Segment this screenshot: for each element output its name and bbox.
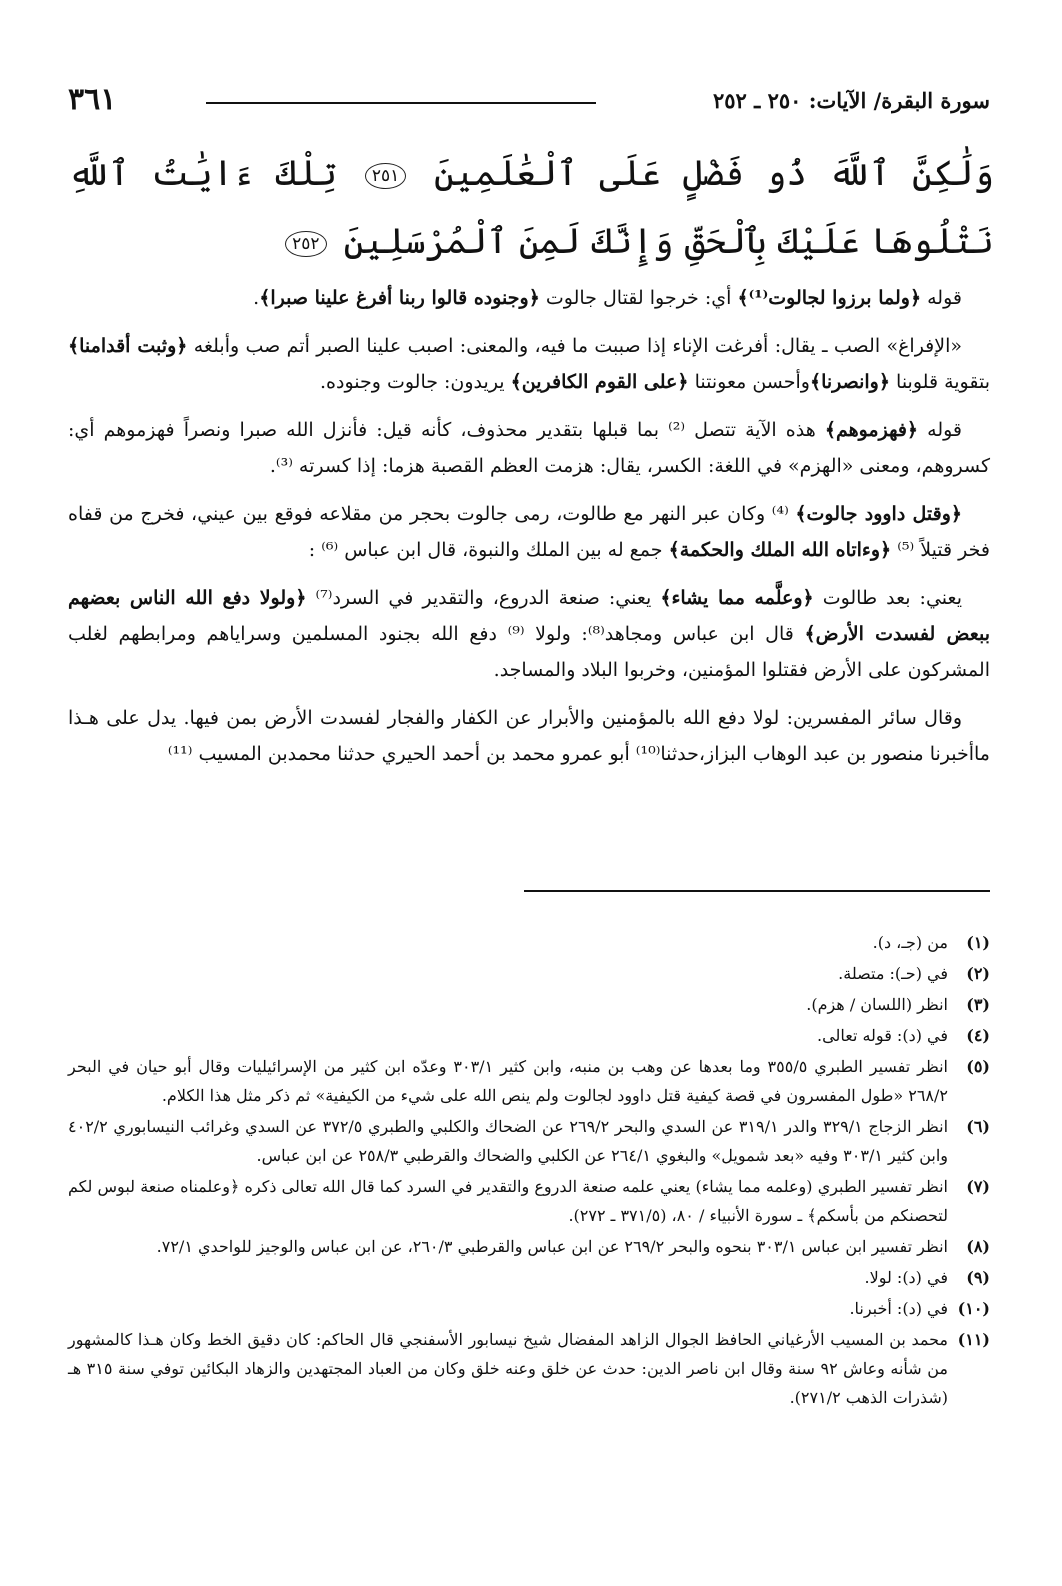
footnote-text: في (د): قوله تعالى.	[817, 1026, 948, 1045]
footnote	[68, 1232, 990, 1261]
footnotes	[68, 928, 990, 1414]
footnote-number: (٧)	[966, 1177, 990, 1196]
text-run: قوله	[927, 287, 962, 309]
text-run: يريدون: جالوت وجنوده.	[320, 371, 505, 393]
footnote	[68, 1021, 990, 1050]
text-run: ⁽⁴⁾ وكان عبر النهر مع طالوت، رمى جالوت بحجر من مقلاعه فوقع بين عيني، فخرج من قفاه فخر قتيلاً ⁽⁵⁾	[68, 503, 990, 561]
paragraph-6: وقال سائر المفسرين: لولا دفع الله بالمؤمنين والأبرار عن الكفار والفجار لفسدت الأرض بمن فيها. يدل على هـذا ماأخبرنا منصور بن عبد الوهاب البزاز،حدثنا⁽¹⁰⁾ أبو عمرو محمد بن أحمد الحيري حدثنا محمدبن المسيب ⁽¹¹⁾	[68, 707, 990, 765]
footnote-text: انظر تفسير الطبري ٣٥٥/٥ وما بعدها عن وهب بن منبه، وابن كثير ٣٠٣/١ وعدّه ابن كثير من الإسرائيليات وقال أبو حيان في البحر ٢٦٨/٢ «طول المفسرون في قصة كيفية قتل داوود لجالوت ولم ينص الله على شيء من الكيفية» ثم ذكر مثل هذا الكلام.	[68, 1057, 949, 1105]
quote-run: ﴿فهزموهم﴾	[824, 419, 919, 441]
quote-run: ﴿وجنوده قالوا ربنا أفرغ علينا صبرا﴾	[259, 287, 540, 309]
footnote	[68, 1112, 990, 1170]
text-run: قوله	[927, 419, 963, 441]
footnote	[68, 1325, 990, 1412]
quran-verses	[68, 140, 994, 276]
page-header	[68, 82, 990, 122]
footnote-text: انظر تفسير ابن عباس ٣٠٣/١ بنحوه والبحر ٢٦٩/٢ عن ابن عباس والقرطبي ٢٦٠/٣، عن ابن عباس والوجيز للواحدي ٧٢/١.	[156, 1237, 948, 1256]
footnote-text: في (د): أخبرنا.	[849, 1299, 948, 1318]
ayah-marker-251: ٢٥١	[365, 163, 406, 189]
footnote-number: (٣)	[966, 995, 990, 1014]
footnote-number: (٩)	[966, 1268, 990, 1287]
text-run: فهزموهم أي: كسروهم، ومعنى «الهزم» في اللغة: الكسر، يقال: هزمت العظم القصبة هزما: إذا كسرته ⁽³⁾.	[68, 419, 990, 477]
footnote-text: في (حـ): متصلة.	[838, 964, 948, 983]
quote-run: ﴿ولولا دفع الله الناس بعضهم ببعض لفسدت الأرض﴾	[68, 587, 990, 645]
quote-run: ﴿وانصرنا﴾	[809, 371, 890, 393]
text-run: قال ابن عباس ومجاهد⁽⁸⁾: ولولا ⁽⁹⁾ دفع الله بجنود المسلمين وسراياهم ومرابطهم لغلب المشركون على الأرض فقتلوا المؤمنين، وخربوا البلاد والمساجد.	[68, 623, 990, 681]
paragraph-5	[68, 580, 990, 688]
footnote	[68, 959, 990, 988]
quote-run: ﴿وعلَّمه مما يشاء﴾	[660, 587, 814, 609]
footnote	[68, 1052, 990, 1110]
text-run: جمع له بين الملك والنبوة، قال ابن عباس ⁽⁶⁾ :	[308, 539, 663, 561]
footnote	[68, 1294, 990, 1323]
text-run: «الإفراغ» الصب ـ يقال: أفرغت الإناء إذا صببت ما فيه، والمعنى: اصبب علينا الصبر أتم صب وأبلغه	[193, 335, 963, 357]
quote-run: ﴿على القوم الكافرين﴾	[510, 371, 689, 393]
footnote-number: (٨)	[966, 1237, 990, 1256]
page-number: ٣٦١	[68, 82, 117, 117]
footnote-text: انظر (اللسان / هزم).	[806, 995, 948, 1014]
footnote-number: (٦)	[966, 1117, 990, 1136]
paragraph-3	[68, 412, 990, 484]
footnote-text: انظر تفسير الطبري (وعلمه مما يشاء) يعني علمه صنعة الدروع والتقدير في السرد كما قال الله تعالى ذكره ﴿وعلمناه صنعة لبوس لكم لتحصنكم من بأسكم﴾ ـ سورة الأنبياء / ٨٠، (٣٧١/٥ ـ ٢٧٢).	[68, 1177, 948, 1225]
text-run: .	[253, 287, 260, 309]
footnote	[68, 928, 990, 957]
verse-text-252: تِلْكَ ءَايَٰتُ ٱللَّهِ نَتْلُوهَا عَلَيْكَ بِٱلْحَقِّ وَإِنَّكَ لَمِنَ ٱلْمُرْسَلِينَ	[68, 154, 994, 262]
verse-text-251: وَلَٰكِنَّ ٱللَّهَ ذُو فَضْلٍ عَلَى ٱلْعَٰلَمِينَ	[434, 154, 994, 194]
paragraph-2	[68, 328, 990, 400]
header-rule	[206, 102, 596, 104]
text-run: يعني: بعد طالوت	[822, 587, 962, 609]
footnote-number: (١١)	[957, 1330, 990, 1349]
footnote-number: (٢)	[966, 964, 990, 983]
quote-run: ﴿وقتل داوود جالوت﴾	[795, 503, 963, 525]
text-run: يعني: صنعة الدروع، والتقدير في السرد⁽⁷⁾	[315, 587, 652, 609]
text-run: بتقوية قلوبنا	[896, 371, 990, 393]
paragraph-1	[68, 280, 990, 316]
quote-run: ﴿وثبت أقدامنا﴾	[68, 335, 188, 357]
footnote	[68, 1263, 990, 1292]
footnote-separator	[524, 890, 990, 892]
footnote-text: من (جـ، د).	[872, 933, 948, 952]
footnote-number: (٥)	[966, 1057, 990, 1076]
text-run: أي: خرجوا لقتال جالوت	[545, 287, 732, 309]
footnote-text: انظر الزجاج ٣٢٩/١ والدر ٣١٩/١ عن السدي والبحر ٢٦٩/٢ عن الضحاك والكلبي والطبري ٣٧٢/٥ عن السدي وغرائب النيسابوري ٤٠٢/٢ وابن كثير ٣٠٣/١ وفيه «بعد شمويل» والبغوي ٢٦٤/١ عن الكلبي والضحاك والقرطبي ٢٥٨/٣ عن ابن عباس.	[68, 1117, 949, 1165]
footnote-number: (١٠)	[957, 1299, 990, 1318]
footnote-text: محمد بن المسيب الأرغياني الحافظ الجوال الزاهد المفضال شيخ نيسابور الأسفنجي قال الحاكم: كان دقيق الخط وكان هـذا كالمشهور من شأنه وعاش ٩٢ سنة وقال ابن ناصر الدين: حدث عن خلق وعنه خلق وكان من العباد المجتهدين والزهاد البكائين توفي سنة ٣١٥ هـ (شذرات الذهب ٢٧١/٢).	[68, 1330, 948, 1407]
footnote-number: (٤)	[966, 1026, 990, 1045]
footnote-number: (١)	[966, 933, 990, 952]
text-run: هذه الآية تتصل ⁽²⁾ بما قبلها بتقدير محذوف، كأنه قيل: فأنزل الله صبرا ونصراً	[183, 419, 816, 441]
text-run: وأحسن معونتنا	[694, 371, 810, 393]
running-title: سورة البقرة/ الآيات: ٢٥٠ ـ ٢٥٢	[712, 88, 990, 113]
quote-run: ﴿ولما برزوا لجالوت⁽¹⁾﴾	[737, 287, 922, 309]
footnote	[68, 990, 990, 1019]
commentary-body	[68, 280, 990, 784]
ayah-marker-252: ٢٥٢	[285, 231, 326, 257]
quote-run: ﴿وءاتاه الله الملك والحكمة﴾	[668, 539, 892, 561]
footnote-text: في (د): لولا.	[864, 1268, 948, 1287]
paragraph-4	[68, 496, 990, 568]
footnote	[68, 1172, 990, 1230]
